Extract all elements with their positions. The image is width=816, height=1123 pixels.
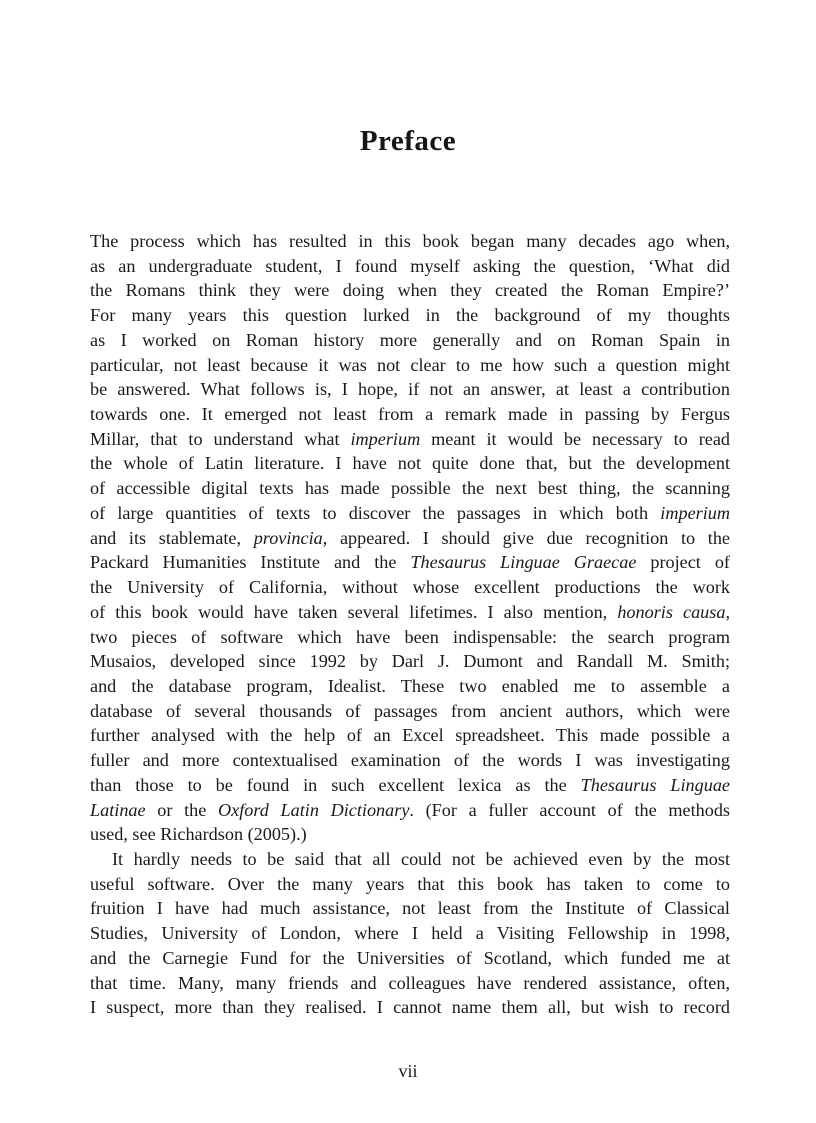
text-segment: It hardly needs to be said that all could not be achieved even by the most [112, 848, 730, 869]
text-segment: that time. Many, many friends and colleagues have rendered assistance, often, [90, 972, 730, 993]
text-segment: , [725, 601, 730, 622]
text-segment: I suspect, more than they realised. I cannot name them all, but wish to record [90, 997, 730, 1018]
italic-term: provincia [253, 527, 323, 548]
text-segment: the University of California, without whose excellent productions the work [90, 577, 730, 598]
text-segment: and the database program, Idealist. These two enabled me to assemble a [90, 675, 730, 696]
text-line [90, 476, 730, 501]
text-line [90, 526, 730, 551]
italic-term: imperium [660, 502, 730, 523]
text-segment: Millar, that to understand what [90, 428, 351, 449]
text-segment: used, see Richardson (2005).) [90, 824, 307, 845]
text-line [90, 303, 730, 328]
text-line [90, 649, 730, 674]
text-segment: or the [145, 799, 218, 820]
italic-term: Thesaurus Linguae Graecae [410, 552, 637, 573]
text-segment: of large quantities of texts to discover the passages in which both [90, 502, 661, 523]
text-line [90, 872, 730, 897]
text-segment: project of [636, 552, 730, 573]
text-segment: Musaios, developed since 1992 by Darl J. Dumont and Randall M. Smith; [90, 651, 730, 672]
text-line [90, 971, 730, 996]
text-segment: further analysed with the help of an Excel spreadsheet. This made possible a [90, 725, 730, 746]
text-line [90, 798, 730, 823]
text-segment: the whole of Latin literature. I have not quite done that, but the development [90, 453, 730, 474]
text-segment: meant it would be necessary to read [420, 428, 730, 449]
italic-term: Thesaurus Linguae [580, 774, 730, 795]
page-number: vii [398, 1061, 418, 1081]
text-segment: of this book would have taken several lifetimes. I also mention, [90, 601, 618, 622]
text-line [90, 625, 730, 650]
italic-term: Oxford Latin Dictionary [217, 799, 410, 820]
text-line [90, 550, 730, 575]
text-segment: fuller and more contextualised examination of the words I was investigating [90, 750, 730, 771]
text-line [90, 748, 730, 773]
text-line [90, 451, 730, 476]
text-segment: of accessible digital texts has made possible the next best thing, the scanning [90, 478, 730, 499]
italic-term: honoris causa [617, 601, 726, 622]
text-segment: particular, not least because it was not clear to me how such a question might [90, 354, 730, 375]
text-line [90, 377, 730, 402]
text-segment: For many years this question lurked in the background of my thoughts [90, 305, 730, 326]
text-segment: Studies, University of London, where I held a Visiting Fellowship in 1998, [90, 923, 730, 944]
text-segment: The process which has resulted in this book began many decades ago when, [90, 231, 730, 251]
text-line [90, 847, 730, 872]
italic-term: imperium [350, 428, 421, 449]
paragraph [90, 847, 730, 1020]
text-segment: two pieces of software which have been indispensable: the search program [90, 626, 730, 647]
text-line [90, 328, 730, 353]
text-segment: and the Carnegie Fund for the Universities of Scotland, which funded me at [90, 947, 730, 968]
text-segment: database of several thousands of passages from ancient authors, which were [90, 700, 730, 721]
text-segment: , appeared. I should give due recognition to the [322, 527, 730, 548]
text-segment: useful software. Over the many years that this book has taken to come to [90, 873, 730, 894]
text-line [90, 674, 730, 699]
text-line [90, 278, 730, 303]
text-line [90, 921, 730, 946]
text-line [90, 773, 730, 798]
text-segment: be answered. What follows is, I hope, if not an answer, at least a contribution [90, 379, 730, 400]
text-line [90, 501, 730, 526]
text-line [90, 254, 730, 279]
text-line [90, 946, 730, 971]
text-segment: the Romans think they were doing when they created the Roman Empire?’ [90, 280, 730, 301]
text-segment: than those to be found in such excellent lexica as the [90, 774, 581, 795]
text-line [90, 822, 730, 847]
text-segment: towards one. It emerged not least from a remark made in passing by Fergus [90, 404, 730, 425]
text-segment: as an undergraduate student, I found myself asking the question, ‘What did [90, 255, 730, 276]
text-line [90, 575, 730, 600]
text-line [90, 353, 730, 378]
preface-body [90, 229, 730, 1020]
text-segment: . (For a fuller account of the methods [409, 799, 730, 820]
paragraph [90, 229, 730, 847]
italic-term: Latinae [90, 799, 146, 820]
text-line [90, 723, 730, 748]
text-segment: as I worked on Roman history more generally and on Roman Spain in [90, 329, 730, 350]
text-line [90, 427, 730, 452]
text-segment: Packard Humanities Institute and the [90, 552, 411, 573]
text-line [90, 229, 730, 254]
text-line [90, 995, 730, 1020]
page-title: Preface [359, 125, 457, 158]
text-segment: and its stablemate, [90, 527, 254, 548]
text-line [90, 699, 730, 724]
text-line [90, 402, 730, 427]
text-segment: fruition I have had much assistance, not least from the Institute of Classical [90, 898, 730, 919]
text-line [90, 600, 730, 625]
text-line [90, 896, 730, 921]
